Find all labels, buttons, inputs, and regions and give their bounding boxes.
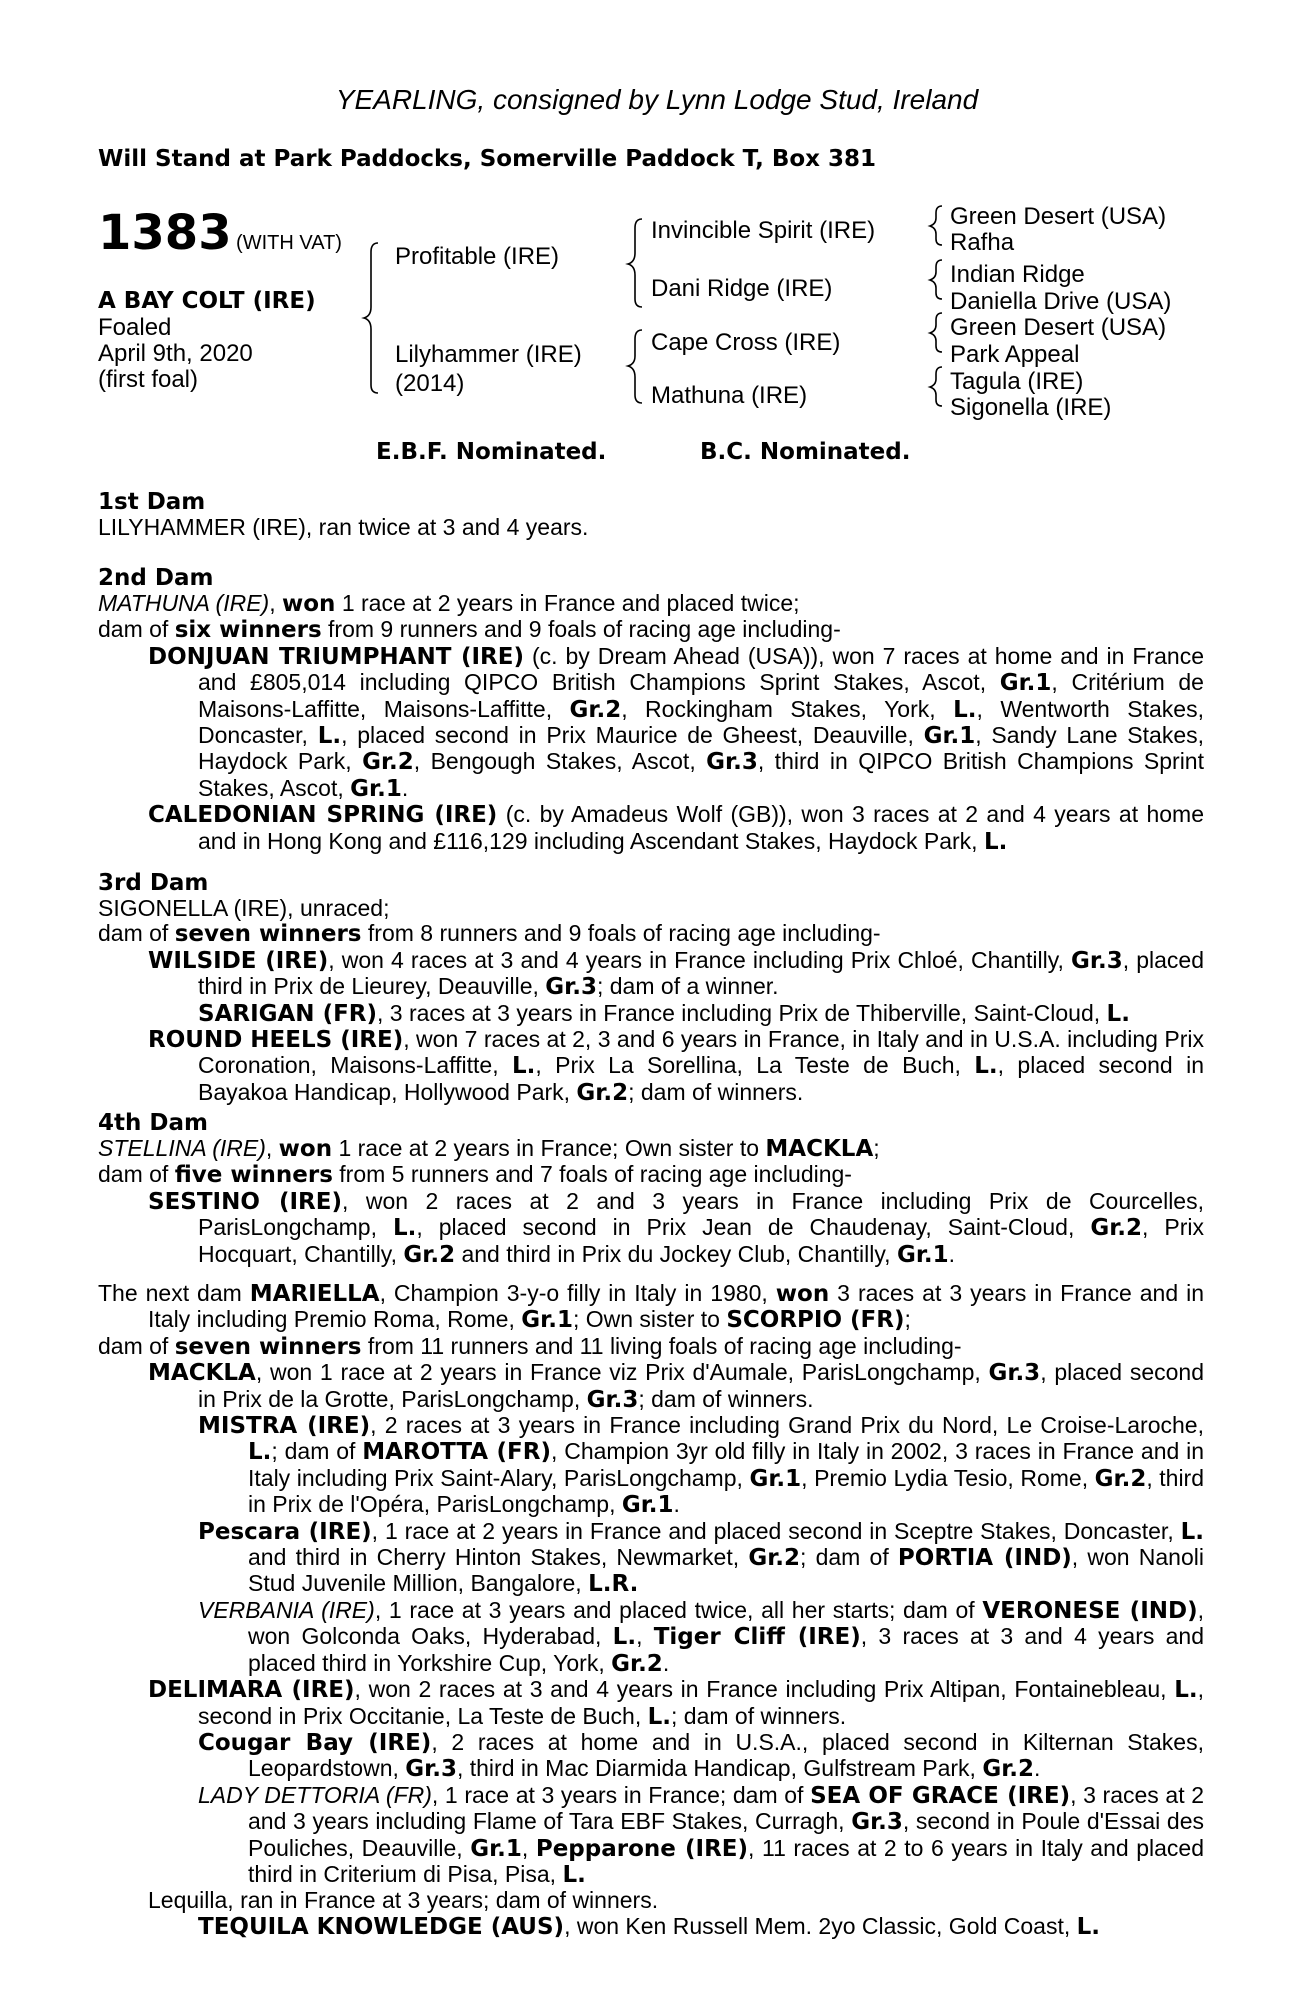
text: , Prix La Sorellina, La Teste de Buch, [535,1052,975,1079]
winners-count: six winners [174,617,322,644]
text: , Rockingham Stakes, York, [621,695,954,722]
stand-location: Will Stand at Park Paddocks, Somerville Paddock T, Box 381 [98,146,877,172]
horse-name: DELIMARA (IRE) [148,1677,355,1704]
text: 3 races at 3 years in France and in Italy including Premio Roma, Rome, [148,1280,1204,1333]
progeny-list [98,644,1204,855]
horse-name: MACKLA [148,1360,256,1387]
foaling-date: April 9th, 2020 [98,340,253,367]
text: dam of [98,1332,175,1359]
section-title: 3rd Dam [98,870,209,896]
grade: Gr.1 [350,775,402,802]
text: , placed second in Bayakoa Handicap, Hollywood Park, [198,1052,1204,1105]
third-dam-line-2 [98,921,1204,947]
text: , Prix Hocquart, Chantilly, [198,1214,1205,1267]
text: , 3 races at 2 and 3 years including Flame of Tara EBF Stakes, Curragh, [248,1781,1204,1835]
text: . [662,1649,670,1676]
horse-name: SCORPIO (FR) [726,1307,905,1334]
next-dam-intro [98,1281,1204,1334]
grade: Gr.1 [621,1492,674,1519]
text: dam of [98,1161,175,1188]
grade: Gr.3 [988,1360,1041,1387]
grade: L. [1076,1913,1101,1940]
text: , 1 race at 2 years in France and placed second in Sceptre Stakes, Doncaster, [371,1517,1181,1544]
progeny-sub-entry [148,1914,1204,1940]
grade: Gr.3 [586,1386,639,1413]
text: , won Golconda Oaks, Hyderabad, [248,1596,1204,1650]
progeny-entry [198,1783,1204,1889]
text: The next dam [98,1280,250,1306]
text: , placed second in Prix de la Grotte, ParisLongchamp, [198,1359,1204,1412]
text: , Wentworth Stakes, Doncaster, [198,695,1204,749]
grade: Gr.2 [982,1756,1035,1783]
lot-number: 1383 [98,205,232,261]
grade: Gr.2 [611,1650,663,1677]
foal-note: (first foal) [98,366,199,393]
progeny-entry [198,1519,1204,1598]
text: ; dam of winners. [638,1385,814,1412]
progeny-entry [148,1027,1204,1106]
grade: L. [983,828,1008,855]
progeny-sublist [148,1413,1204,1677]
text: ; dam of winners. [671,1702,847,1729]
sire-name: Profitable (IRE) [395,243,560,270]
grade: L. [1180,1518,1204,1545]
grade: Gr.3 [851,1809,903,1836]
text: dam of [98,920,175,947]
text: (c. by Amadeus Wolf (GB)), won 3 races at 2 and 4 years at home and in Hong Kong and £116,129 including Ascendant Stakes, Haydock Park, [198,801,1204,854]
grade: Gr.1 [896,1241,949,1268]
text: and third in Prix du Jockey Club, Chantilly, [455,1240,897,1267]
horse-name: Pepparone (IRE) [535,1835,749,1862]
fourth-dam-line-1 [98,1136,1204,1162]
progeny-entry: Lequilla, ran in France at 3 years; dam of winners. [148,1887,659,1914]
horse-name: MACKLA [765,1136,874,1162]
horse-name: ROUND HEELS (IRE) [148,1027,404,1054]
horse-name: SARIGAN (FR) [198,1000,378,1027]
progeny-entry [198,1413,1204,1519]
text: (c. by Dream Ahead (USA)), won 7 races at home and in France and £805,014 including QIPCO British Champions Sprint Stakes, Ascot, [198,642,1205,696]
text: , placed third in Prix de Lieurey, Deauville, [198,946,1204,1000]
won-label: won [278,1136,333,1162]
grade: Gr.3 [706,749,758,776]
third-dam-line-1: SIGONELLA (IRE), unraced; [98,895,390,921]
text: , Critérium de Maisons-Laffitte, Maisons-Laffitte, [198,669,1204,722]
progeny-sublist [148,1730,1204,1888]
horse-name: MARIELLA [249,1281,380,1307]
horse-name: Tiger Cliff (IRE) [653,1624,861,1651]
grade: Gr.1 [923,723,976,750]
horse-name: SEA OF GRACE (IRE) [810,1782,1071,1809]
horse-name: DONJUAN TRIUMPHANT (IRE) [148,643,524,670]
text: , 3 races at 3 years in France including Prix de Thiberville, Saint-Cloud, [377,999,1107,1026]
grade: Gr.3 [405,1756,457,1783]
text: ; dam of [271,1438,363,1465]
lot-description: A BAY COLT (IRE) [98,288,316,314]
text: , won 2 races at 3 and 4 years in France including Prix Altipan, Fontainebleau, [354,1676,1175,1703]
dam-name: Lilyhammer (IRE) [395,341,582,368]
dam-dam: Mathuna (IRE) [651,382,808,409]
text: ; dam of winners. [628,1078,804,1105]
horse-name: VERBANIA (IRE) [198,1596,375,1623]
text: ; Own sister to [572,1306,727,1333]
ancestor-1: Green Desert (USA) [950,203,1167,230]
horse-name: LADY DETTORIA (FR) [198,1781,432,1808]
fourth-dam-line-2 [98,1162,1204,1188]
fourth-dam-section [98,1111,1204,1268]
horse-name: Cougar Bay (IRE) [198,1729,432,1756]
grade: Gr.2 [362,749,414,776]
consignment-heading: YEARLING, consigned by Lynn Lodge Stud, Ireland [335,84,979,115]
vat-note: (WITH VAT) [236,232,342,254]
grade: L. [511,1053,536,1080]
horse-name: Pescara (IRE) [198,1518,372,1545]
grade: Gr.1 [999,670,1052,697]
progeny-entry [198,1598,1204,1677]
text: , 1 race at 3 years and placed twice, all her starts; dam of [374,1596,983,1623]
text: , third in Mac Diarmida Handicap, Gulfstream Park, [456,1755,983,1782]
grade: L. [317,723,342,750]
text: , [269,590,282,616]
dam-sire: Cape Cross (IRE) [651,329,841,356]
progeny-entry [148,1360,1204,1413]
winners-count: seven winners [174,921,362,948]
dam-name: MATHUNA (IRE) [98,590,270,616]
text: and third in Cherry Hinton Stakes, Newmarket, [248,1544,749,1571]
ebf-nomination: E.B.F. Nominated. [376,439,607,465]
grade: L. [1106,1000,1130,1027]
grade: Gr.2 [576,1079,629,1106]
text: , won 2 races at 2 and 3 years in France including Prix de Courcelles, ParisLongchamp, [198,1187,1204,1241]
grade: L. [647,1703,672,1730]
text: ; dam of [800,1544,898,1571]
first-dam-section [98,490,1204,540]
text: from 5 runners and 7 foals of racing age including- [332,1161,852,1188]
horse-name: SESTINO (IRE) [148,1188,342,1215]
text: , won 7 races at 2, 3 and 6 years in France, in Italy and in U.S.A. including Prix Coronation, Maisons-Laffitte, [198,1026,1204,1079]
progeny-entry [198,1730,1204,1783]
grade: L. [953,696,977,723]
ancestor-4: Daniella Drive (USA) [950,288,1172,315]
won-label: won [775,1281,830,1307]
text: 1 race at 2 years in France; Own sister to [332,1135,766,1161]
text: , won Ken Russell Mem. 2yo Classic, Gold Coast, [564,1912,1077,1939]
ancestor-6: Park Appeal [950,341,1080,368]
progeny-entry [148,1677,1204,1730]
text: , placed second in Prix Maurice de Gheest, Deauville, [341,722,924,749]
text: , Premio Lydia Tesio, Rome, [801,1464,1095,1491]
grade: L.R. [588,1571,639,1598]
ancestor-5: Green Desert (USA) [950,314,1167,341]
text: . [1034,1755,1041,1782]
grade: Gr.2 [1090,1215,1143,1242]
horse-name: VERONESE (IND) [982,1597,1198,1624]
text: , Champion 3-y-o filly in Italy in 1980, [379,1280,776,1306]
progeny-list [98,1360,1204,1940]
winners-count: five winners [174,1162,333,1189]
text: , won Nanoli Stud Juvenile Million, Bangalore, [248,1544,1204,1597]
grade: Gr.2 [748,1545,800,1572]
grade: Gr.1 [749,1465,802,1492]
grade: Gr.1 [521,1307,573,1334]
first-dam-text: LILYHAMMER (IRE), ran twice at 3 and 4 years. [98,514,589,540]
text: , [521,1834,536,1861]
horse-name: PORTIA (IND) [897,1545,1072,1572]
grade: L. [974,1053,998,1080]
second-dam-line-2 [98,617,1204,643]
text: , 11 races at 2 to 6 years in Italy and placed third in Criterium di Pisa, Pisa, [248,1834,1204,1887]
third-dam-section [98,871,1204,1106]
grade: L. [1174,1677,1198,1704]
section-title: 2nd Dam [98,565,214,591]
ancestor-7: Tagula (IRE) [950,368,1084,395]
ancestor-3: Indian Ridge [950,261,1085,288]
winners-count: seven winners [174,1333,362,1360]
horse-name: MAROTTA (FR) [362,1439,551,1466]
ancestor-2: Rafha [950,229,1015,256]
text: ; dam of a winner. [596,973,779,1000]
text: . [948,1240,956,1267]
ancestor-8: Sigonella (IRE) [950,394,1112,421]
horse-name: MISTRA (IRE) [198,1413,371,1440]
progeny-list [98,1189,1204,1268]
text: 1 race at 2 years in France and placed twice; [335,590,800,616]
text: from 9 runners and 9 foals of racing age including- [321,616,841,643]
text: , Bengough Stakes, Ascot, [413,748,707,775]
text: dam of [98,616,175,643]
text: ; [873,1135,880,1161]
text: . [673,1491,680,1518]
progeny-entry [148,802,1204,855]
dam-name: STELLINA (IRE) [98,1135,266,1161]
second-dam-line-1 [98,591,1204,617]
grade: Gr.3 [1071,947,1123,974]
second-dam-section [98,566,1204,855]
text: , third in Prix de l'Opéra, ParisLongchamp, [248,1464,1205,1518]
grade: Gr.2 [1094,1465,1147,1492]
progeny-sub-entry [148,1001,1204,1027]
horse-name: TEQUILA KNOWLEDGE (AUS) [198,1913,565,1940]
horse-name: CALEDONIAN SPRING (IRE) [148,802,498,829]
sire-dam: Dani Ridge (IRE) [651,275,833,302]
grade: Gr.1 [470,1835,522,1862]
text: , 1 race at 3 years in France; dam of [431,1781,811,1808]
text: , [636,1623,654,1650]
grade: L. [392,1215,417,1242]
text: , Sandy Lane Stakes, Haydock Park, [198,722,1204,775]
section-title: 4th Dam [98,1110,208,1136]
next-dam-line-2 [98,1334,1204,1360]
grade: L. [562,1861,586,1888]
text: , Champion 3yr old filly in Italy in 2002, 3 races in France and in Italy including Prix Saint-Alary, ParisLongchamp, [248,1438,1205,1491]
text: , 3 races at 3 and 4 years and placed third in Yorkshire Cup, York, [248,1623,1204,1676]
dam-year: (2014) [395,370,465,397]
progeny-entry [148,948,1204,1001]
text: ; [904,1306,911,1333]
next-dam-section [98,1281,1204,1940]
grade: Gr.2 [569,696,622,723]
text: , second in Prix Occitanie, La Teste de Buch, [198,1676,1204,1729]
text: , won 4 races at 3 and 4 years in France including Prix Chloé, Chantilly, [328,946,1072,973]
grade: Gr.2 [403,1241,456,1268]
foaled-label: Foaled [98,314,172,341]
bc-nomination: B.C. Nominated. [700,439,911,465]
text: from 11 runners and 11 living foals of racing age including- [361,1332,962,1359]
text: . [401,774,409,801]
text: , 2 races at home and in U.S.A., placed second in Kilternan Stakes, Leopardstown, [248,1728,1204,1782]
text: , second in Poule d'Essai des Pouliches, Deauville, [248,1808,1204,1861]
progeny-list [98,948,1204,1106]
won-label: won [282,591,336,617]
grade: L. [248,1439,272,1466]
text: , [265,1135,279,1161]
next-dam-line-1 [98,1281,1204,1334]
text: from 8 runners and 9 foals of racing age including- [361,920,881,947]
horse-name: WILSIDE (IRE) [148,947,329,974]
sire-sire: Invincible Spirit (IRE) [651,217,876,244]
progeny-entry [148,644,1204,802]
text: , third in QIPCO British Champions Sprint Stakes, Ascot, [198,748,1204,801]
text: , won 1 race at 2 years in France viz Prix d'Aumale, ParisLongchamp, [255,1359,989,1386]
text: , placed second in Prix Jean de Chaudenay, Saint-Cloud, [416,1214,1091,1241]
section-title: 1st Dam [98,489,206,515]
grade: L. [612,1624,637,1651]
grade: Gr.3 [545,974,597,1001]
progeny-entry [148,1189,1204,1268]
text: , 2 races at 3 years in France including Grand Prix du Nord, Le Croise-Laroche, [370,1412,1204,1439]
